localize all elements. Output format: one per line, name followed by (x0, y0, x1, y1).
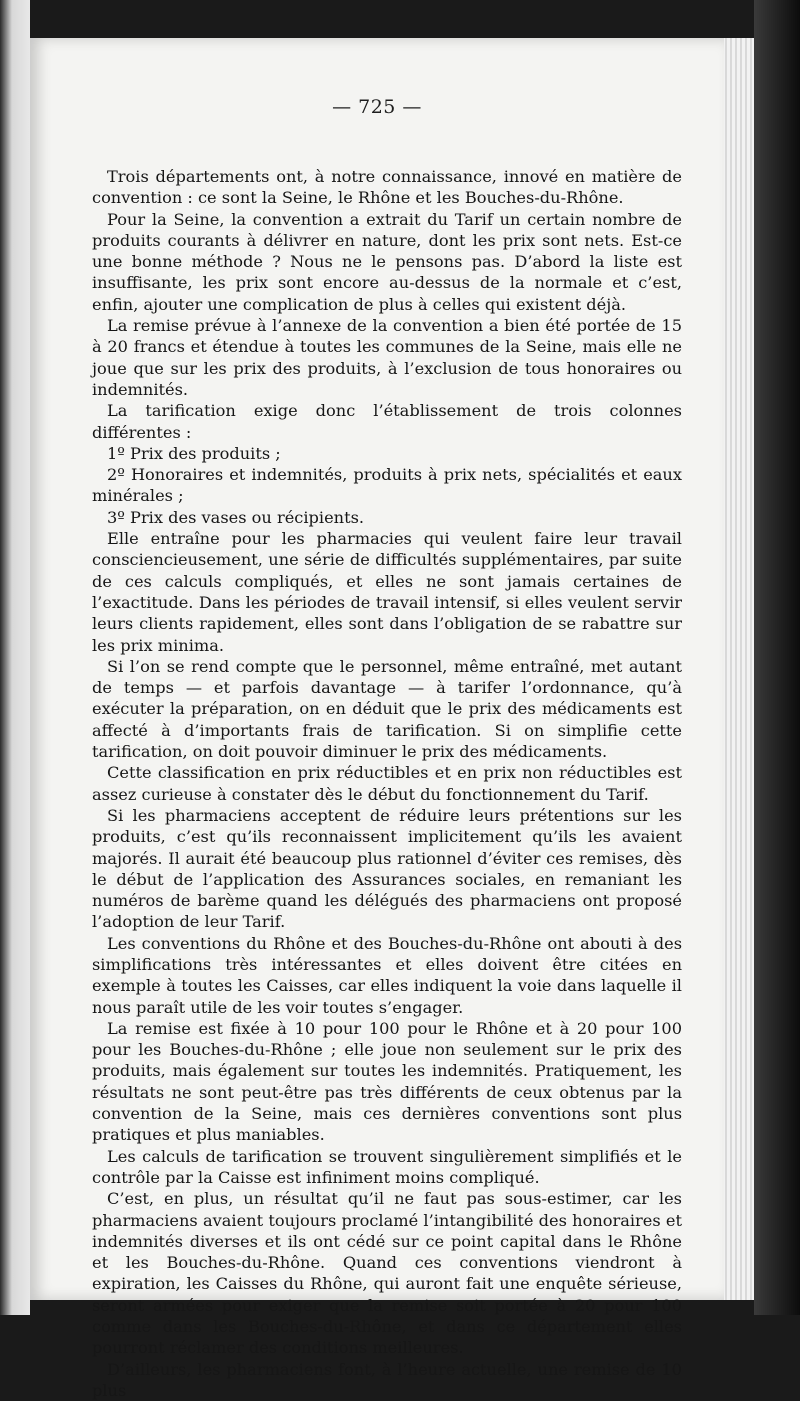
page-number: — 725 — (332, 96, 422, 118)
paragraph: Cette classification en prix réductibles et en prix non réductibles est assez curieuse à constater dès le début du fonctionnement du Tarif. (92, 763, 682, 804)
paragraph: Pour la Seine, la convention a extrait du Tarif un certain nombre de produits courants à délivrer en nature, dont les prix sont nets. Est-ce une bonne méthode ? Nous ne le pensons pas. D’abord la liste est insuffisante, les prix sont encore au-dessus de la normale et c’est, enfin, ajouter une complication de plus à celles qui existent déjà. (92, 209, 682, 314)
page-stack-edge (722, 38, 754, 1300)
list-item: 3º Prix des vases ou récipients. (107, 507, 365, 527)
paragraph: C’est, en plus, un résultat qu’il ne faut pas sous-estimer, car les pharmaciens avaient toujours proclamé l’intangibilité des honoraires et indemnités diverses et ils ont cédé sur ce point capital dans le Rhône et les Bouches-du-Rhône. Quand ces conventions viendront à expiration, les Caisses du Rhône, qui auront fait une enquête sérieuse, seront armées pour exiger que la remise soit portée à 20 pour 100 comme dans les Bouches-du-Rhône, et dans ce département elles pourront réclamer des conditions meilleures. (92, 1189, 682, 1358)
paragraph: Elle entraîne pour les pharmacies qui veulent faire leur travail consciencieusement, une série de difficultés supplémentaires, par suite de ces calculs compliqués, et elles ne sont jamais certaines de l’exactitude. Dans les périodes de travail intensif, si elles veulent servir leurs clients rapidement, elles sont dans l’obligation de se rabattre sur les prix minima. (92, 529, 682, 655)
body-text (92, 166, 682, 1401)
paragraph: Si les pharmaciens acceptent de réduire leurs prétentions sur les produits, c’est qu’ils reconnaissent implicitement qu’ils les avaient majorés. Il aurait été beaucoup plus rationnel d’éviter ces remises, dès le début de l’application des Assurances sociales, en remaniant les numéros de barème quand les délégués des pharmaciens ont proposé l’adoption de leur Tarif. (92, 805, 682, 932)
paragraph: La remise est fixée à 10 pour 100 pour le Rhône et à 20 pour 100 pour les Bouches-du-Rhône ; elle joue non seulement sur le prix des produits, mais également sur toutes les indemnités. Pratiquement, les résultats ne sont peut-être pas très différents de ceux obtenus par la convention de la Seine, mais ces dernières conventions sont plus pratiques et plus maniables. (92, 1018, 682, 1145)
paragraph: Si l’on se rend compte que le personnel, même entraîné, met autant de temps — et parfois davantage — à tarifer l’ordonnance, qu’à exécuter la préparation, on en déduit que le prix des médicaments est affecté à d’importants frais de tarification. Si on simplifie cette tarification, on doit pouvoir diminuer le prix des médicaments. (92, 656, 682, 762)
paragraph: La tarification exige donc l’établissement de trois colonnes différentes : (92, 401, 682, 442)
facing-page-edge (0, 0, 30, 1315)
paragraph: Trois départements ont, à notre connaissance, innové en matière de convention : ce sont la Seine, le Rhône et les Bouches-du-Rhône. (92, 167, 682, 208)
paragraph: La remise prévue à l’annexe de la convention a bien été portée de 15 à 20 francs et étendue à toutes les communes de la Seine, mais elle ne joue que sur les prix des produits, à l’exclusion de tous honoraires ou indemnités. (92, 316, 682, 399)
list-item: 2º Honoraires et indemnités, produits à prix nets, spécialités et eaux minérales ; (92, 465, 682, 506)
paragraph: Les conventions du Rhône et des Bouches-du-Rhône ont abouti à des simplifications très intéressantes et elles doivent être citées en exemple à toutes les Caisses, car elles indiquent la voie dans laquelle il nous paraît utile de les voir toutes s’engager. (92, 933, 682, 1017)
list-item: 1º Prix des produits ; (107, 443, 281, 463)
book-page (30, 38, 724, 1400)
scan-background (754, 0, 800, 1315)
paragraph: D’ailleurs, les pharmaciens font, à l’heure actuelle, une remise de 10 plus (92, 1359, 682, 1400)
paragraph: Les calculs de tarification se trouvent singulièrement simplifiés et le contrôle par la Caisse est infiniment moins compliqué. (92, 1146, 682, 1187)
